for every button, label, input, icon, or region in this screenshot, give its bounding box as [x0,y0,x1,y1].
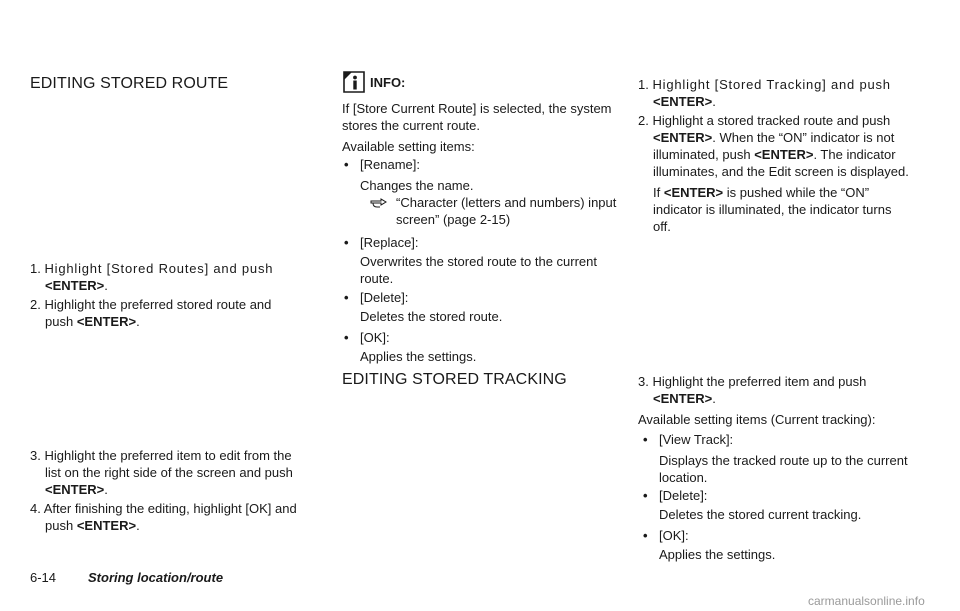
bullet-icon: • [643,432,648,447]
right-step-3-cont: <ENTER>. [653,391,716,406]
right-step-2-line7: off. [653,219,671,234]
left-step-4: 4. After finishing the editing, highlight [OK] and [30,501,297,516]
list-item-view-track: • [View Track]: Displays the tracked route up to the current location. [643,432,908,485]
right-available-items-label: Available setting items (Current tracking): [638,412,876,427]
reference-link-line1[interactable]: “Character (letters and numbers) input [396,195,617,210]
list-item-rename: • [Rename]: Changes the name. [344,157,474,193]
bullet-icon: • [643,488,648,503]
footer-section-title: Storing location/route [88,570,224,585]
bullet-icon: • [344,235,349,250]
right-step-2-line2: <ENTER>. When the “ON” indicator is not [653,130,895,145]
list-item-delete: • [Delete]: Deletes the stored route. [344,290,503,324]
right-step-2-line6: indicator is illuminated, the indicator turns [653,202,892,217]
reference-hand-icon [370,195,388,209]
info-text-line2: stores the current route. [342,118,481,133]
bullet-icon: • [643,528,648,543]
right-step-3: 3. Highlight the preferred item and push [638,374,867,389]
info-text-line1: If [Store Current Route] is selected, the system [342,101,612,116]
available-items-label: Available setting items: [342,139,475,154]
bullet-icon: • [344,157,349,172]
right-step-2-line5: If <ENTER> is pushed while the “ON” [653,185,870,200]
bullet-icon: • [344,330,349,345]
page-number: 6-14 [30,570,57,585]
section-heading-editing-stored-route: EDITING STORED ROUTE [30,75,229,92]
list-item-replace: • [Replace]: Overwrites the stored route to the current route. [344,235,597,286]
right-step-1-cont: <ENTER>. [653,94,716,109]
left-step-4-cont: push <ENTER>. [45,518,140,533]
left-step-2-cont: push <ENTER>. [45,314,140,329]
section-heading-editing-stored-tracking: EDITING STORED TRACKING [342,371,567,388]
info-icon [342,70,366,94]
watermark: carmanualsonline.info [808,594,925,608]
info-label: INFO: [370,75,406,90]
left-step-1-cont: <ENTER>. [45,278,108,293]
list-item-delete-tracking: • [Delete]: Deletes the stored current tracking. [643,488,862,522]
bullet-icon: • [344,290,349,305]
left-step-3: 3. Highlight the preferred item to edit from the [30,448,292,463]
right-step-1: 1. Highlight [Stored Tracking] and push [638,77,891,92]
list-item-ok: • [OK]: Applies the settings. [344,330,477,364]
list-item-ok-tracking: • [OK]: Applies the settings. [643,528,776,562]
left-step-3-line2: list on the right side of the screen and push [45,465,293,480]
left-step-1: 1. Highlight [Stored Routes] and push [30,261,274,276]
right-step-2: 2. Highlight a stored tracked route and push [638,113,891,128]
right-step-2-line4: illuminates, and the Edit screen is displayed. [653,164,909,179]
reference-link-line2[interactable]: screen” (page 2-15) [396,212,511,227]
left-step-2: 2. Highlight the preferred stored route and [30,297,272,312]
right-step-2-line3: illuminated, push <ENTER>. The indicator [653,147,896,162]
left-step-3-line3: <ENTER>. [45,482,108,497]
